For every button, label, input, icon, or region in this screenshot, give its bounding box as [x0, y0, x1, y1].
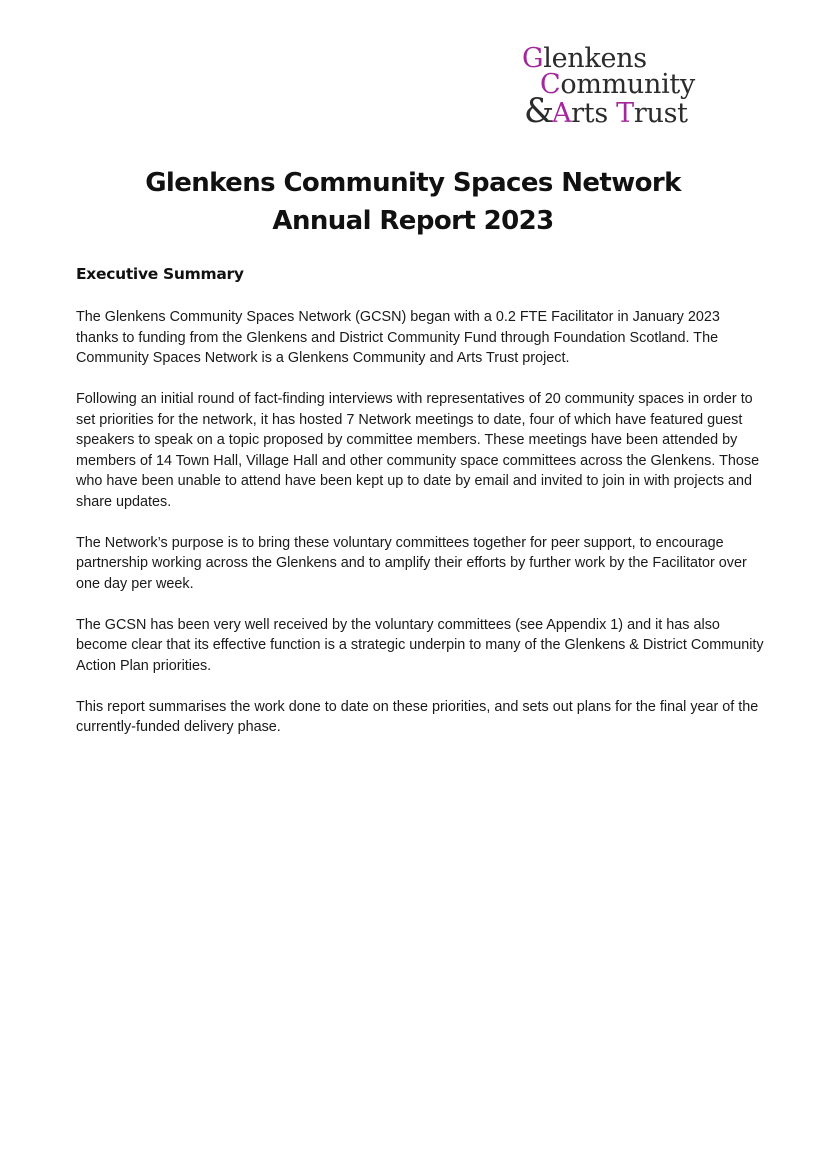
paragraph: This report summarises the work done to date on these priorities, and sets out plans for the final year of the currently-funded delivery phase. — [76, 698, 759, 735]
logo-initial-g: G — [522, 43, 544, 74]
section-heading: Executive Summary — [76, 265, 244, 283]
logo-text-arts: rts — [571, 98, 617, 129]
paragraph: The GCSN has been very well received by the voluntary committees (see Appendix 1) and it has also become clear that its effective function is a strategic underpin to many of the Glenkens & District Community Action Plan priorities. — [76, 616, 764, 674]
logo-text-glenkens: lenkens — [543, 43, 647, 74]
logo-ampersand: & — [524, 91, 554, 131]
logo-text-trust: rust — [633, 98, 688, 129]
report-title — [0, 164, 826, 240]
paragraph: Following an initial round of fact-finding interviews with representatives of 20 community spaces in order to set priorities for the network, it has hosted 7 Network meetings to date, four of which have featured guest speakers to speak on a topic proposed by committee members. These meetings have been attended by members of 14 Town Hall, Village Hall and other community space committees across the Glenkens. Those who have been unable to attend have been kept up to date by email and invited to join in with projects and share updates. — [76, 391, 760, 510]
paragraph: The Network’s purpose is to bring these voluntary committees together for peer support, to encourage partnership working across the Glenkens and to amplify their efforts by further work by the Facilitator over one day per week. — [76, 534, 747, 592]
logo-initial-t: T — [616, 98, 634, 129]
report-title-line-1: Glenkens Community Spaces Network — [145, 168, 681, 198]
logo-line-arts-trust — [522, 91, 762, 131]
report-title-line-2: Annual Report 2023 — [272, 206, 554, 236]
logo-initial-c: C — [540, 69, 561, 100]
logo-line-community — [522, 69, 762, 100]
logo-text-community: ommunity — [560, 69, 695, 100]
logo-initial-a: A — [551, 98, 572, 129]
executive-summary-body — [76, 307, 766, 758]
paragraph: The Glenkens Community Spaces Network (GCSN) began with a 0.2 FTE Facilitator in January 2023 thanks to funding from the Glenkens and District Community Fund through Foundation Scotland. The Community Spaces Network is a Glenkens Community and Arts Trust project. — [76, 309, 720, 366]
organisation-logo — [522, 43, 762, 131]
